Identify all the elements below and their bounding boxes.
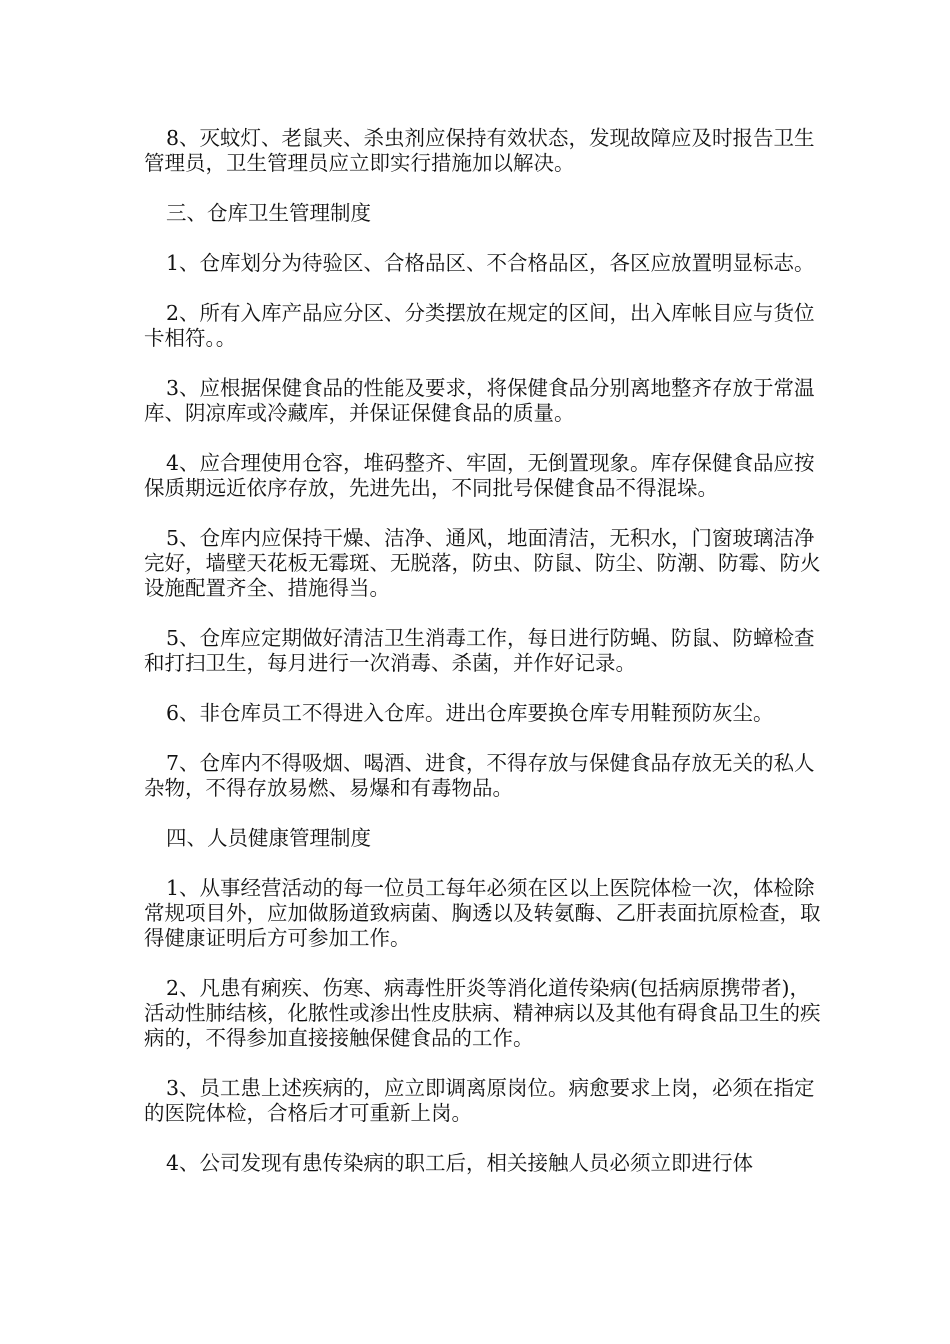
section-heading-warehouse: 三、仓库卫生管理制度 xyxy=(166,201,371,225)
paragraph-warehouse-5b: 5、仓库应定期做好清洁卫生消毒工作，每日进行防蝇、防鼠、防蟑检查和打扫卫生，每月进行一次消毒、杀菌，并作好记录。 xyxy=(144,626,815,675)
paragraph-health-2: 2、凡患有痢疾、伤寒、病毒性肝炎等消化道传染病(包括病原携带者)，活动性肺结核，化脓性或渗出性皮肤病、精神病以及其他有碍食品卫生的疾病的，不得参加直接接触保健食品的工作。 xyxy=(144,976,821,1050)
paragraph-item-8: 8、灭蚊灯、老鼠夹、杀虫剂应保持有效状态，发现故障应及时报告卫生管理员，卫生管理员应立即实行措施加以解决。 xyxy=(144,126,815,175)
paragraph-health-3: 3、员工患上述疾病的，应立即调离原岗位。病愈要求上岗，必须在指定的医院体检，合格后才可重新上岗。 xyxy=(144,1076,815,1125)
document-body xyxy=(144,126,824,1176)
paragraph-warehouse-1: 1、仓库划分为待验区、合格品区、不合格品区，各区应放置明显标志。 xyxy=(166,251,815,275)
paragraph-warehouse-5a: 5、仓库内应保持干燥、洁净、通风，地面清洁，无积水，门窗玻璃洁净完好，墙壁天花板无霉斑、无脱落，防虫、防鼠、防尘、防潮、防霉、防火设施配置齐全、措施得当。 xyxy=(144,526,821,600)
paragraph-warehouse-7: 7、仓库内不得吸烟、喝酒、进食，不得存放与保健食品存放无关的私人杂物，不得存放易燃、易爆和有毒物品。 xyxy=(144,751,815,800)
paragraph-warehouse-6: 6、非仓库员工不得进入仓库。进出仓库要换仓库专用鞋预防灰尘。 xyxy=(166,701,774,725)
paragraph-warehouse-2: 2、所有入库产品应分区、分类摆放在规定的区间，出入库帐目应与货位卡相符。。 xyxy=(144,301,815,350)
paragraph-warehouse-4: 4、应合理使用仓容，堆码整齐、牢固，无倒置现象。库存保健食品应按保质期远近依序存放，先进先出，不同批号保健食品不得混垛。 xyxy=(144,451,815,500)
section-heading-health: 四、人员健康管理制度 xyxy=(166,826,371,850)
paragraph-warehouse-3: 3、应根据保健食品的性能及要求，将保健食品分别离地整齐存放于常温库、阴凉库或冷藏库，并保证保健食品的质量。 xyxy=(144,376,815,425)
paragraph-health-1: 1、从事经营活动的每一位员工每年必须在区以上医院体检一次，体检除常规项目外，应加做肠道致病菌、胸透以及转氨酶、乙肝表面抗原检查，取得健康证明后方可参加工作。 xyxy=(144,876,821,950)
paragraph-health-4: 4、公司发现有患传染病的职工后，相关接触人员必须立即进行体 xyxy=(166,1151,754,1175)
